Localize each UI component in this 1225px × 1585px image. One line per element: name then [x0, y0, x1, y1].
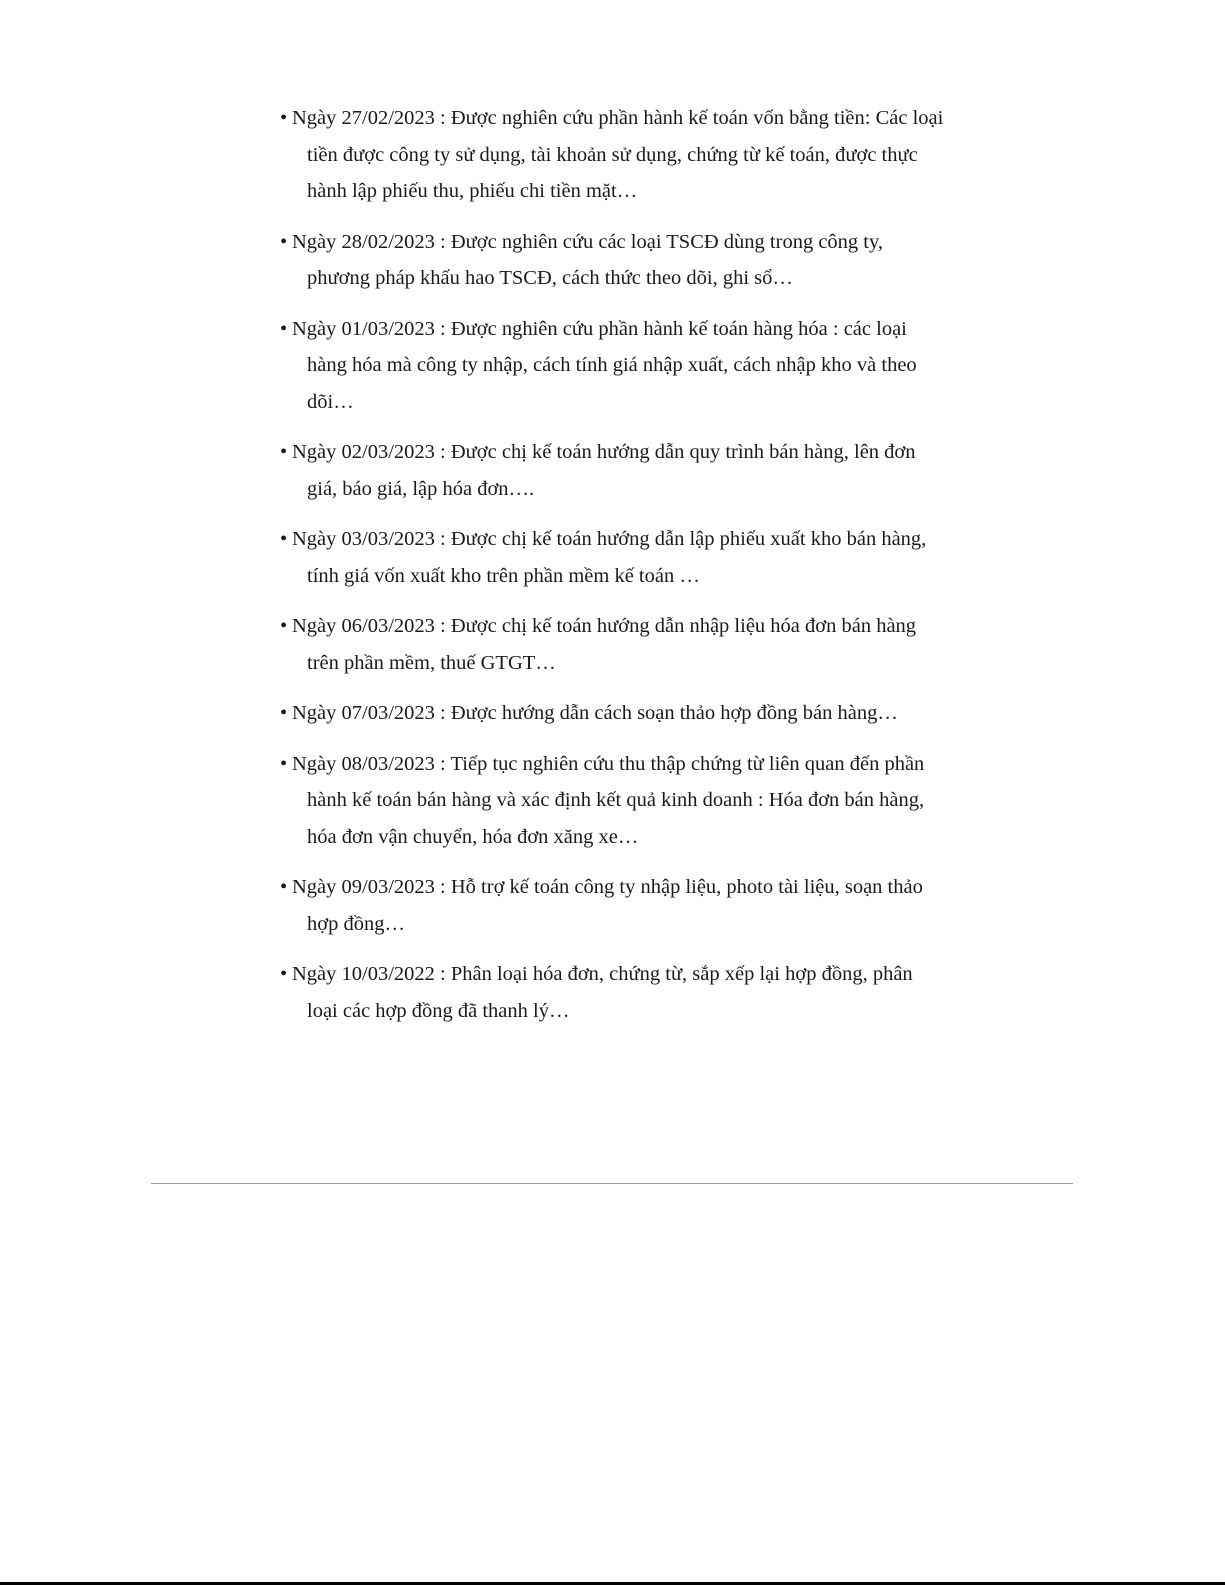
- bullet-icon: •: [280, 752, 288, 775]
- list-item: [280, 521, 945, 594]
- list-item: [280, 695, 945, 732]
- entry-text: Ngày 03/03/2023 : Được chị kế toán hướng dẫn lập phiếu xuất kho bán hàng, tính giá vốn xuất kho trên phần mềm kế toán …: [292, 528, 927, 587]
- list-item: [280, 100, 945, 210]
- document-body: [280, 100, 945, 1043]
- bullet-icon: •: [280, 317, 288, 340]
- bullet-icon: •: [280, 107, 288, 129]
- list-item: [280, 746, 945, 856]
- entry-text: Ngày 07/03/2023 : Được hướng dẫn cách soạn thảo hợp đồng bán hàng…: [292, 702, 898, 724]
- entry-text: Ngày 01/03/2023 : Được nghiên cứu phần hành kế toán hàng hóa : các loại hàng hóa mà công ty nhập, cách tính giá nhập xuất, cách nhập kho và theo dõi…: [292, 317, 917, 413]
- bullet-icon: •: [280, 876, 288, 898]
- entry-text: Ngày 08/03/2023 : Tiếp tục nghiên cứu thu thập chứng từ liên quan đến phần hành kế toán bán hàng và xác định kết quả kinh doanh : Hóa đơn bán hàng, hóa đơn vận chuyển, hóa đơn xăng xe…: [292, 752, 925, 848]
- entry-text: Ngày 09/03/2023 : Hỗ trợ kế toán công ty nhập liệu, photo tài liệu, soạn thảo hợp đồng…: [292, 876, 923, 935]
- list-item: [280, 869, 945, 942]
- internship-log-list: [280, 100, 945, 1029]
- list-item: [280, 434, 945, 507]
- bullet-icon: •: [280, 230, 288, 253]
- entry-text: Ngày 02/03/2023 : Được chị kế toán hướng dẫn quy trình bán hàng, lên đơn giá, báo giá, lập hóa đơn….: [292, 441, 916, 500]
- bullet-icon: •: [280, 441, 288, 463]
- entry-text: Ngày 06/03/2023 : Được chị kế toán hướng dẫn nhập liệu hóa đơn bán hàng trên phần mềm, thuế GTGT…: [292, 615, 917, 674]
- bullet-icon: •: [280, 528, 288, 550]
- entry-text: Ngày 10/03/2022 : Phân loại hóa đơn, chứng từ, sắp xếp lại hợp đồng, phân loại các hợp đồng đã thanh lý…: [292, 963, 913, 1022]
- page-footer-divider: [151, 1183, 1073, 1184]
- list-item: [280, 956, 945, 1029]
- list-item: [280, 608, 945, 681]
- bullet-icon: •: [280, 702, 288, 724]
- list-item: [280, 311, 945, 421]
- list-item: [280, 224, 945, 297]
- bullet-icon: •: [280, 963, 288, 985]
- bullet-icon: •: [280, 615, 288, 637]
- entry-text: Ngày 27/02/2023 : Được nghiên cứu phần hành kế toán vốn bằng tiền: Các loại tiền được công ty sử dụng, tài khoản sử dụng, chứng từ kế toán, được thực hành lập phiếu thu, phiếu chi tiền mặt…: [292, 107, 944, 202]
- entry-text: Ngày 28/02/2023 : Được nghiên cứu các loại TSCĐ dùng trong công ty, phương pháp khấu hao TSCĐ, cách thức theo dõi, ghi sổ…: [292, 230, 884, 289]
